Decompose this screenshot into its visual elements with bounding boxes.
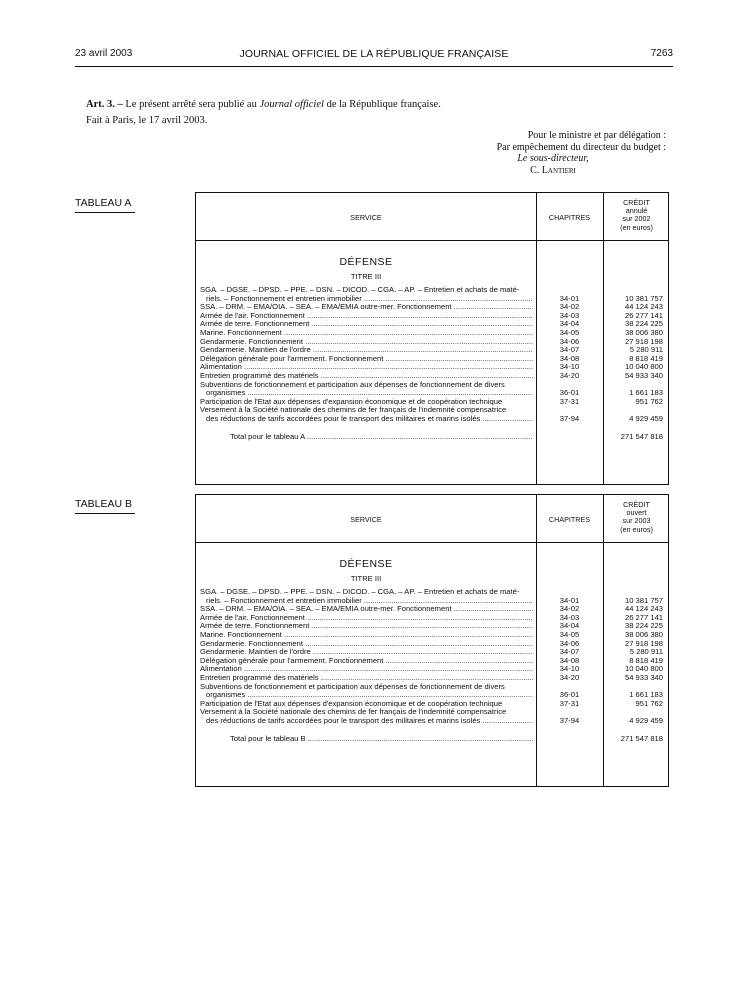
row-chapter: 34-08 bbox=[559, 353, 580, 363]
table-row bbox=[196, 605, 670, 614]
row-chapter: 37-94 bbox=[559, 715, 580, 725]
row-label: riels. – Fonctionnement et entretien immobilier ..... bbox=[206, 295, 533, 304]
row-label: Alimentation ..... bbox=[200, 363, 533, 372]
total-row bbox=[196, 734, 670, 744]
table-b-label bbox=[75, 498, 132, 510]
row-credit-value: 4 929 459 bbox=[629, 413, 663, 423]
row-credit-value: 38 224 225 bbox=[624, 319, 663, 329]
journal-title: JOURNAL OFFICIEL DE LA RÉPUBLIQUE FRANÇAISE bbox=[239, 48, 509, 60]
page-number: 7263 bbox=[650, 48, 673, 59]
row-credit-value: 5 280 911 bbox=[629, 345, 663, 355]
row-credit-value: 44 124 243 bbox=[624, 302, 663, 312]
row-label: Armée de l'air. Fonctionnement ..... bbox=[200, 614, 533, 623]
table-row bbox=[196, 320, 670, 329]
row-label: Marine. Fonctionnement ..... bbox=[200, 631, 533, 640]
row-label: Entretien programmé des matériels ..... bbox=[200, 674, 533, 683]
row-chapter: 34-07 bbox=[559, 647, 580, 657]
row-label: Subventions de fonctionnement et participation aux dépenses de fonctionnement de divers bbox=[200, 380, 505, 389]
row-chapter: 34-03 bbox=[559, 612, 580, 622]
table-row bbox=[196, 329, 670, 338]
row-chapter: 34-06 bbox=[559, 638, 580, 648]
row-credit-value: 38 006 380 bbox=[624, 327, 663, 337]
row-credit-value: 38 006 380 bbox=[624, 629, 663, 639]
table-a-rows bbox=[196, 286, 670, 442]
table-a bbox=[195, 192, 669, 485]
row-chapter: 37-31 bbox=[559, 396, 580, 406]
table-row bbox=[196, 381, 670, 390]
credit-header-line: CRÉDIT bbox=[623, 500, 650, 509]
row-label: Armée de terre. Fonctionnement ..... bbox=[200, 622, 533, 631]
table-row bbox=[196, 640, 670, 649]
row-credit-value: 27 918 198 bbox=[624, 638, 663, 648]
table-row bbox=[196, 597, 670, 606]
table-row bbox=[196, 372, 670, 381]
table-row bbox=[196, 657, 670, 666]
signature-block bbox=[440, 130, 666, 176]
row-credit-value: 54 933 340 bbox=[624, 370, 663, 380]
table-a-label-text: TABLEAU A bbox=[75, 197, 132, 209]
row-chapter: 34-01 bbox=[559, 293, 580, 303]
row-credit-value: 5 280 911 bbox=[629, 647, 663, 657]
column-header-service: SERVICE bbox=[350, 515, 382, 524]
header-date: 23 avril 2003 bbox=[75, 48, 133, 59]
row-label: des réductions de tarifs accordées pour le transport des militaires et marins isolés ..... bbox=[206, 415, 533, 424]
header-divider bbox=[196, 542, 668, 543]
row-credit-value: 26 277 141 bbox=[624, 612, 663, 622]
credit-header-line: (en euros) bbox=[620, 524, 653, 534]
column-header-chapitres: CHAPITRES bbox=[548, 515, 591, 524]
row-chapter: 34-07 bbox=[559, 345, 580, 355]
row-chapter: 36-01 bbox=[559, 690, 580, 700]
row-credit-value: 4 929 459 bbox=[629, 715, 663, 725]
table-row bbox=[196, 312, 670, 321]
row-label: Gendarmerie. Fonctionnement ..... bbox=[200, 338, 533, 347]
row-label: Délégation générale pour l'armement. Fonctionnement ..... bbox=[200, 657, 533, 666]
credit-header-line: annulé bbox=[625, 206, 648, 216]
row-credit-value: 10 381 757 bbox=[624, 293, 663, 303]
header-divider bbox=[196, 240, 668, 241]
row-label: Versement à la Société nationale des chemins de fer français de l'indemnité compensatrice bbox=[200, 708, 507, 717]
table-row bbox=[196, 346, 670, 355]
signature-line-1: Pour le ministre et par délégation : bbox=[527, 130, 666, 141]
row-label: organismes ..... bbox=[206, 691, 533, 700]
table-row bbox=[196, 622, 670, 631]
row-label: riels. – Fonctionnement et entretien immobilier ..... bbox=[206, 597, 533, 606]
row-chapter: 34-02 bbox=[559, 604, 580, 614]
table-row bbox=[196, 415, 670, 424]
row-chapter: 34-06 bbox=[559, 336, 580, 346]
row-credit-value: 27 918 198 bbox=[624, 336, 663, 346]
credit-header-line: CRÉDIT bbox=[623, 198, 650, 207]
table-b-rows bbox=[196, 588, 670, 744]
row-label: Versement à la Société nationale des chemins de fer français de l'indemnité compensatrice bbox=[200, 406, 507, 415]
row-chapter: 34-02 bbox=[559, 302, 580, 312]
row-label: Délégation générale pour l'armement. Fonctionnement ..... bbox=[200, 355, 533, 364]
row-label: Marine. Fonctionnement ..... bbox=[200, 329, 533, 338]
row-credit-value: 38 224 225 bbox=[624, 621, 663, 631]
article-text-before: Le présent arrêté sera publié au bbox=[125, 99, 257, 110]
row-chapter: 34-05 bbox=[559, 327, 580, 337]
table-row bbox=[196, 691, 670, 700]
column-header-service: SERVICE bbox=[350, 213, 382, 222]
table-row bbox=[196, 363, 670, 372]
row-credit-value: 10 381 757 bbox=[624, 595, 663, 605]
row-label: Subventions de fonctionnement et participation aux dépenses de fonctionnement de divers bbox=[200, 682, 505, 691]
table-row bbox=[196, 631, 670, 640]
table-row bbox=[196, 683, 670, 692]
row-credit-value: 1 661 183 bbox=[629, 690, 663, 700]
section-subtitle: TITRE III bbox=[350, 272, 382, 281]
table-b-label-underline bbox=[75, 513, 135, 514]
article-block bbox=[86, 97, 441, 129]
row-chapter: 34-05 bbox=[559, 629, 580, 639]
table-row bbox=[196, 295, 670, 304]
total-label: Total pour le tableau B ..... bbox=[230, 734, 533, 744]
table-a-label-underline bbox=[75, 212, 135, 213]
journal-reference: Journal officiel bbox=[259, 99, 324, 110]
table-row bbox=[196, 398, 670, 407]
signature-role: Le sous-directeur, bbox=[517, 153, 589, 164]
row-credit-value: 951 762 bbox=[635, 396, 663, 406]
table-row bbox=[196, 614, 670, 623]
total-label: Total pour le tableau A ..... bbox=[230, 432, 533, 442]
row-label: Armée de terre. Fonctionnement ..... bbox=[200, 320, 533, 329]
row-credit-value: 10 040 800 bbox=[624, 362, 663, 372]
table-row bbox=[196, 355, 670, 364]
table-row bbox=[196, 303, 670, 312]
signature-initial: C. bbox=[530, 164, 540, 176]
row-credit-value: 54 933 340 bbox=[624, 672, 663, 682]
row-label: Armée de l'air. Fonctionnement ..... bbox=[200, 312, 533, 321]
table-row bbox=[196, 717, 670, 726]
section-subtitle: TITRE III bbox=[350, 574, 382, 583]
row-label: Participation de l'Etat aux dépenses d'expansion économique et de coopération technique bbox=[200, 397, 503, 406]
signature-name: Lantieri bbox=[541, 164, 576, 176]
row-label: SGA. – DGSE. – DPSD. – PPE. – DSN. – DICOD. – CGA. – AP. – Entretien et achats de maté- bbox=[200, 286, 520, 294]
row-credit-value: 10 040 800 bbox=[624, 664, 663, 674]
row-chapter: 34-10 bbox=[559, 362, 580, 372]
row-chapter: 34-03 bbox=[559, 310, 580, 320]
header-rule bbox=[75, 66, 673, 67]
row-credit-value: 26 277 141 bbox=[624, 310, 663, 320]
column-header-chapitres: CHAPITRES bbox=[548, 213, 591, 222]
table-row bbox=[196, 674, 670, 683]
row-label: Gendarmerie. Maintien de l'ordre ..... bbox=[200, 346, 533, 355]
row-chapter: 36-01 bbox=[559, 388, 580, 398]
row-chapter: 37-31 bbox=[559, 698, 580, 708]
table-b-label-text: TABLEAU B bbox=[75, 498, 132, 510]
row-label: SSA. – DRM. – EMA/OIA. – SEA. – EMA/EMIA outre-mer. Fonctionnement ..... bbox=[200, 303, 533, 312]
row-label: Gendarmerie. Fonctionnement ..... bbox=[200, 640, 533, 649]
table-row bbox=[196, 406, 670, 415]
table-row bbox=[196, 338, 670, 347]
article-label: Art. 3. – bbox=[86, 99, 123, 110]
table-row bbox=[196, 700, 670, 709]
total-row bbox=[196, 432, 670, 442]
total-value: 271 547 818 bbox=[620, 733, 663, 743]
row-label: des réductions de tarifs accordées pour le transport des militaires et marins isolés ..... bbox=[206, 717, 533, 726]
row-chapter: 34-04 bbox=[559, 621, 580, 631]
table-row bbox=[196, 389, 670, 398]
table-row bbox=[196, 286, 670, 295]
section-title: DÉFENSE bbox=[339, 256, 393, 268]
table-row bbox=[196, 588, 670, 597]
signature-name-line bbox=[440, 165, 666, 177]
row-label: SGA. – DGSE. – DPSD. – PPE. – DSN. – DICOD. – CGA. – AP. – Entretien et achats de maté- bbox=[200, 588, 520, 596]
table-a-label bbox=[75, 197, 131, 209]
row-chapter: 34-08 bbox=[559, 655, 580, 665]
table-b bbox=[195, 494, 669, 787]
credit-header-line: (en euros) bbox=[620, 222, 653, 232]
row-label: Alimentation ..... bbox=[200, 665, 533, 674]
row-credit-value: 8 818 419 bbox=[629, 353, 663, 363]
row-label: Participation de l'Etat aux dépenses d'expansion économique et de coopération technique bbox=[200, 699, 503, 708]
article-line bbox=[86, 97, 441, 113]
row-chapter: 34-20 bbox=[559, 672, 580, 682]
row-label: organismes ..... bbox=[206, 389, 533, 398]
row-label: Entretien programmé des matériels ..... bbox=[200, 372, 533, 381]
row-label: SSA. – DRM. – EMA/OIA. – SEA. – EMA/EMIA outre-mer. Fonctionnement ..... bbox=[200, 605, 533, 614]
row-chapter: 34-01 bbox=[559, 595, 580, 605]
article-text-after: de la République française. bbox=[326, 99, 441, 110]
credit-header-line: sur 2003 bbox=[622, 516, 651, 526]
table-row bbox=[196, 648, 670, 657]
column-header-credit bbox=[603, 501, 670, 534]
row-credit-value: 44 124 243 bbox=[624, 604, 663, 614]
signature-line-2: Par empêchement du directeur du budget : bbox=[496, 141, 666, 153]
row-label: Gendarmerie. Maintien de l'ordre ..... bbox=[200, 648, 533, 657]
row-chapter: 37-94 bbox=[559, 413, 580, 423]
column-header-credit bbox=[603, 199, 670, 232]
table-row bbox=[196, 665, 670, 674]
total-value: 271 547 818 bbox=[620, 431, 663, 441]
table-row bbox=[196, 708, 670, 717]
credit-header-line: ouvert bbox=[626, 508, 647, 518]
row-chapter: 34-20 bbox=[559, 370, 580, 380]
row-chapter: 34-10 bbox=[559, 664, 580, 674]
done-at-line: Fait à Paris, le 17 avril 2003. bbox=[86, 115, 208, 126]
row-credit-value: 8 818 419 bbox=[629, 655, 663, 665]
section-title: DÉFENSE bbox=[339, 558, 393, 570]
row-credit-value: 951 762 bbox=[635, 698, 663, 708]
row-credit-value: 1 661 183 bbox=[629, 388, 663, 398]
row-chapter: 34-04 bbox=[559, 319, 580, 329]
credit-header-line: sur 2002 bbox=[622, 214, 651, 224]
